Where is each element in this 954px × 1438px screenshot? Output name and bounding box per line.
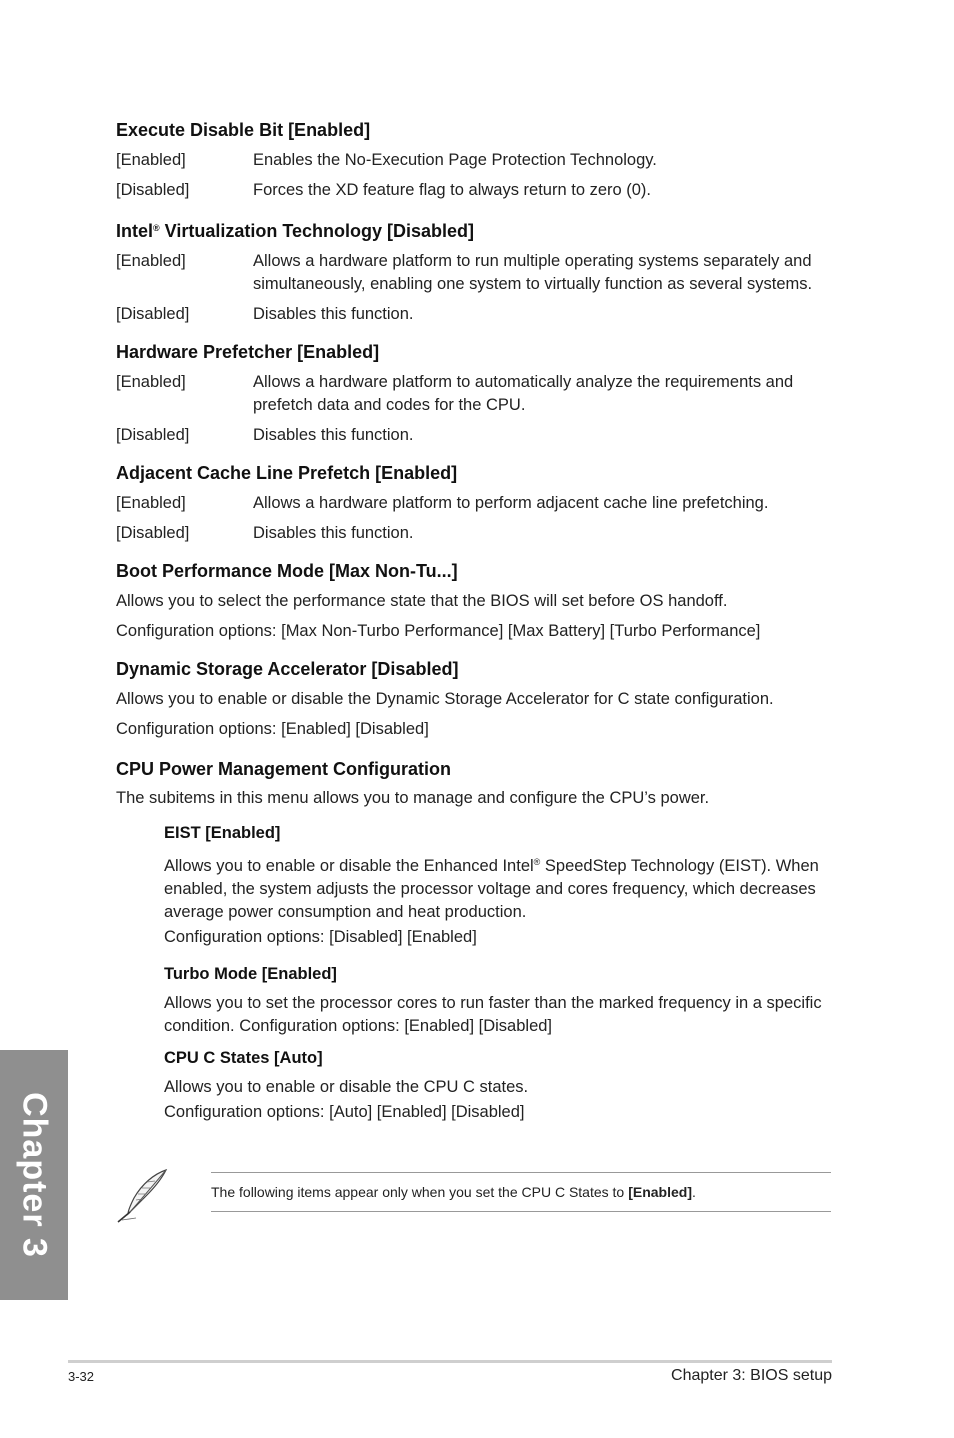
option-row (116, 149, 832, 172)
text-part: SpeedStep Technology (EIST). When enabled, the system adjusts the processor voltage and cores frequency, which decreases average power consumption and heat production. (164, 857, 819, 921)
paragraph: Allows you to enable or disable the CPU C states. (164, 1078, 529, 1096)
subsection-title: CPU C States [Auto] (164, 1049, 323, 1067)
option-desc: Enables the No-Execution Page Protection Technology. (253, 151, 657, 169)
paragraph: The subitems in this menu allows you to manage and configure the CPU’s power. (116, 789, 710, 807)
note-body: The following items appear only when you set the CPU C States to (211, 1184, 625, 1200)
option-row (116, 250, 832, 296)
section-title-virtualization (116, 216, 832, 243)
paragraph: Configuration options: [Disabled] [Enabled] (164, 928, 477, 946)
section-title-execute-disable-bit: Execute Disable Bit [Enabled] (116, 120, 371, 140)
text-part: Allows you to enable or disable the Enhanced Intel (164, 857, 534, 875)
registered-mark: ® (533, 857, 541, 867)
option-desc: Allows a hardware platform to perform adjacent cache line prefetching. (253, 494, 769, 512)
option-row (116, 179, 832, 202)
option-desc: Disables this function. (253, 524, 414, 542)
option-desc: Forces the XD feature flag to always return to zero (0). (253, 181, 652, 199)
note-box (116, 1168, 832, 1216)
note-tail: . (692, 1184, 696, 1200)
option-desc: Allows a hardware platform to automatically analyze the requirements and prefetch data and codes for the CPU. (253, 373, 794, 414)
chapter-side-tab (0, 1050, 68, 1300)
option-key: [Enabled] (116, 151, 186, 169)
chapter-side-label: Chapter 3 (15, 1092, 54, 1258)
section-title-hardware-prefetcher: Hardware Prefetcher [Enabled] (116, 342, 380, 362)
footer-chapter-title: Chapter 3: BIOS setup (671, 1367, 832, 1384)
option-key: [Disabled] (116, 524, 190, 542)
option-desc: Disables this function. (253, 305, 414, 323)
option-desc: Allows a hardware platform to run multiple operating systems separately and simultaneously, enabling one system to virtually function as several systems. (253, 252, 813, 293)
option-row (116, 522, 832, 545)
title-part: Virtualization Technology [Disabled] (159, 221, 475, 241)
paragraph: Configuration options: [Auto] [Enabled] [Disabled] (164, 1103, 525, 1121)
note-text (211, 1172, 831, 1212)
option-row (116, 303, 832, 326)
section-title-adjacent-cache: Adjacent Cache Line Prefetch [Enabled] (116, 463, 458, 483)
subsection-turbo (164, 963, 832, 1038)
subsection-cstates (164, 1047, 832, 1124)
option-key: [Disabled] (116, 181, 190, 199)
page-number: 3-32 (68, 1369, 95, 1384)
paragraph: Configuration options: [Max Non-Turbo Performance] [Max Battery] [Turbo Performance] (116, 622, 761, 640)
paragraph: Allows you to set the processor cores to run faster than the marked frequency in a specific condition. Configuration options: [Enabled] [Disabled] (164, 994, 822, 1035)
option-row (116, 424, 832, 447)
option-key: [Enabled] (116, 373, 186, 391)
footer-divider (68, 1360, 832, 1363)
option-row (116, 492, 832, 515)
paragraph: Allows you to select the performance state that the BIOS will set before OS handoff. (116, 592, 728, 610)
option-desc: Disables this function. (253, 426, 414, 444)
section-title-cpu-power: CPU Power Management Configuration (116, 759, 452, 779)
option-key: [Enabled] (116, 494, 186, 512)
subsection-title: Turbo Mode [Enabled] (164, 965, 337, 983)
paragraph: Configuration options: [Enabled] [Disabled] (116, 720, 429, 738)
paragraph (164, 851, 832, 924)
option-key: [Disabled] (116, 426, 190, 444)
feather-pen-icon (116, 1168, 172, 1224)
section-title-boot-performance: Boot Performance Mode [Max Non-Tu...] (116, 561, 458, 581)
page-content (116, 118, 832, 1124)
registered-mark: ® (153, 223, 160, 233)
section-title-dynamic-storage: Dynamic Storage Accelerator [Disabled] (116, 659, 459, 679)
option-row (116, 371, 832, 417)
option-key: [Enabled] (116, 252, 186, 270)
title-part: Intel (116, 221, 154, 241)
subsection-title: EIST [Enabled] (164, 824, 281, 842)
subsection-eist (164, 822, 832, 949)
paragraph: Allows you to enable or disable the Dynamic Storage Accelerator for C state configuration. (116, 690, 774, 708)
option-key: [Disabled] (116, 305, 190, 323)
note-emphasis: [Enabled] (628, 1184, 692, 1200)
